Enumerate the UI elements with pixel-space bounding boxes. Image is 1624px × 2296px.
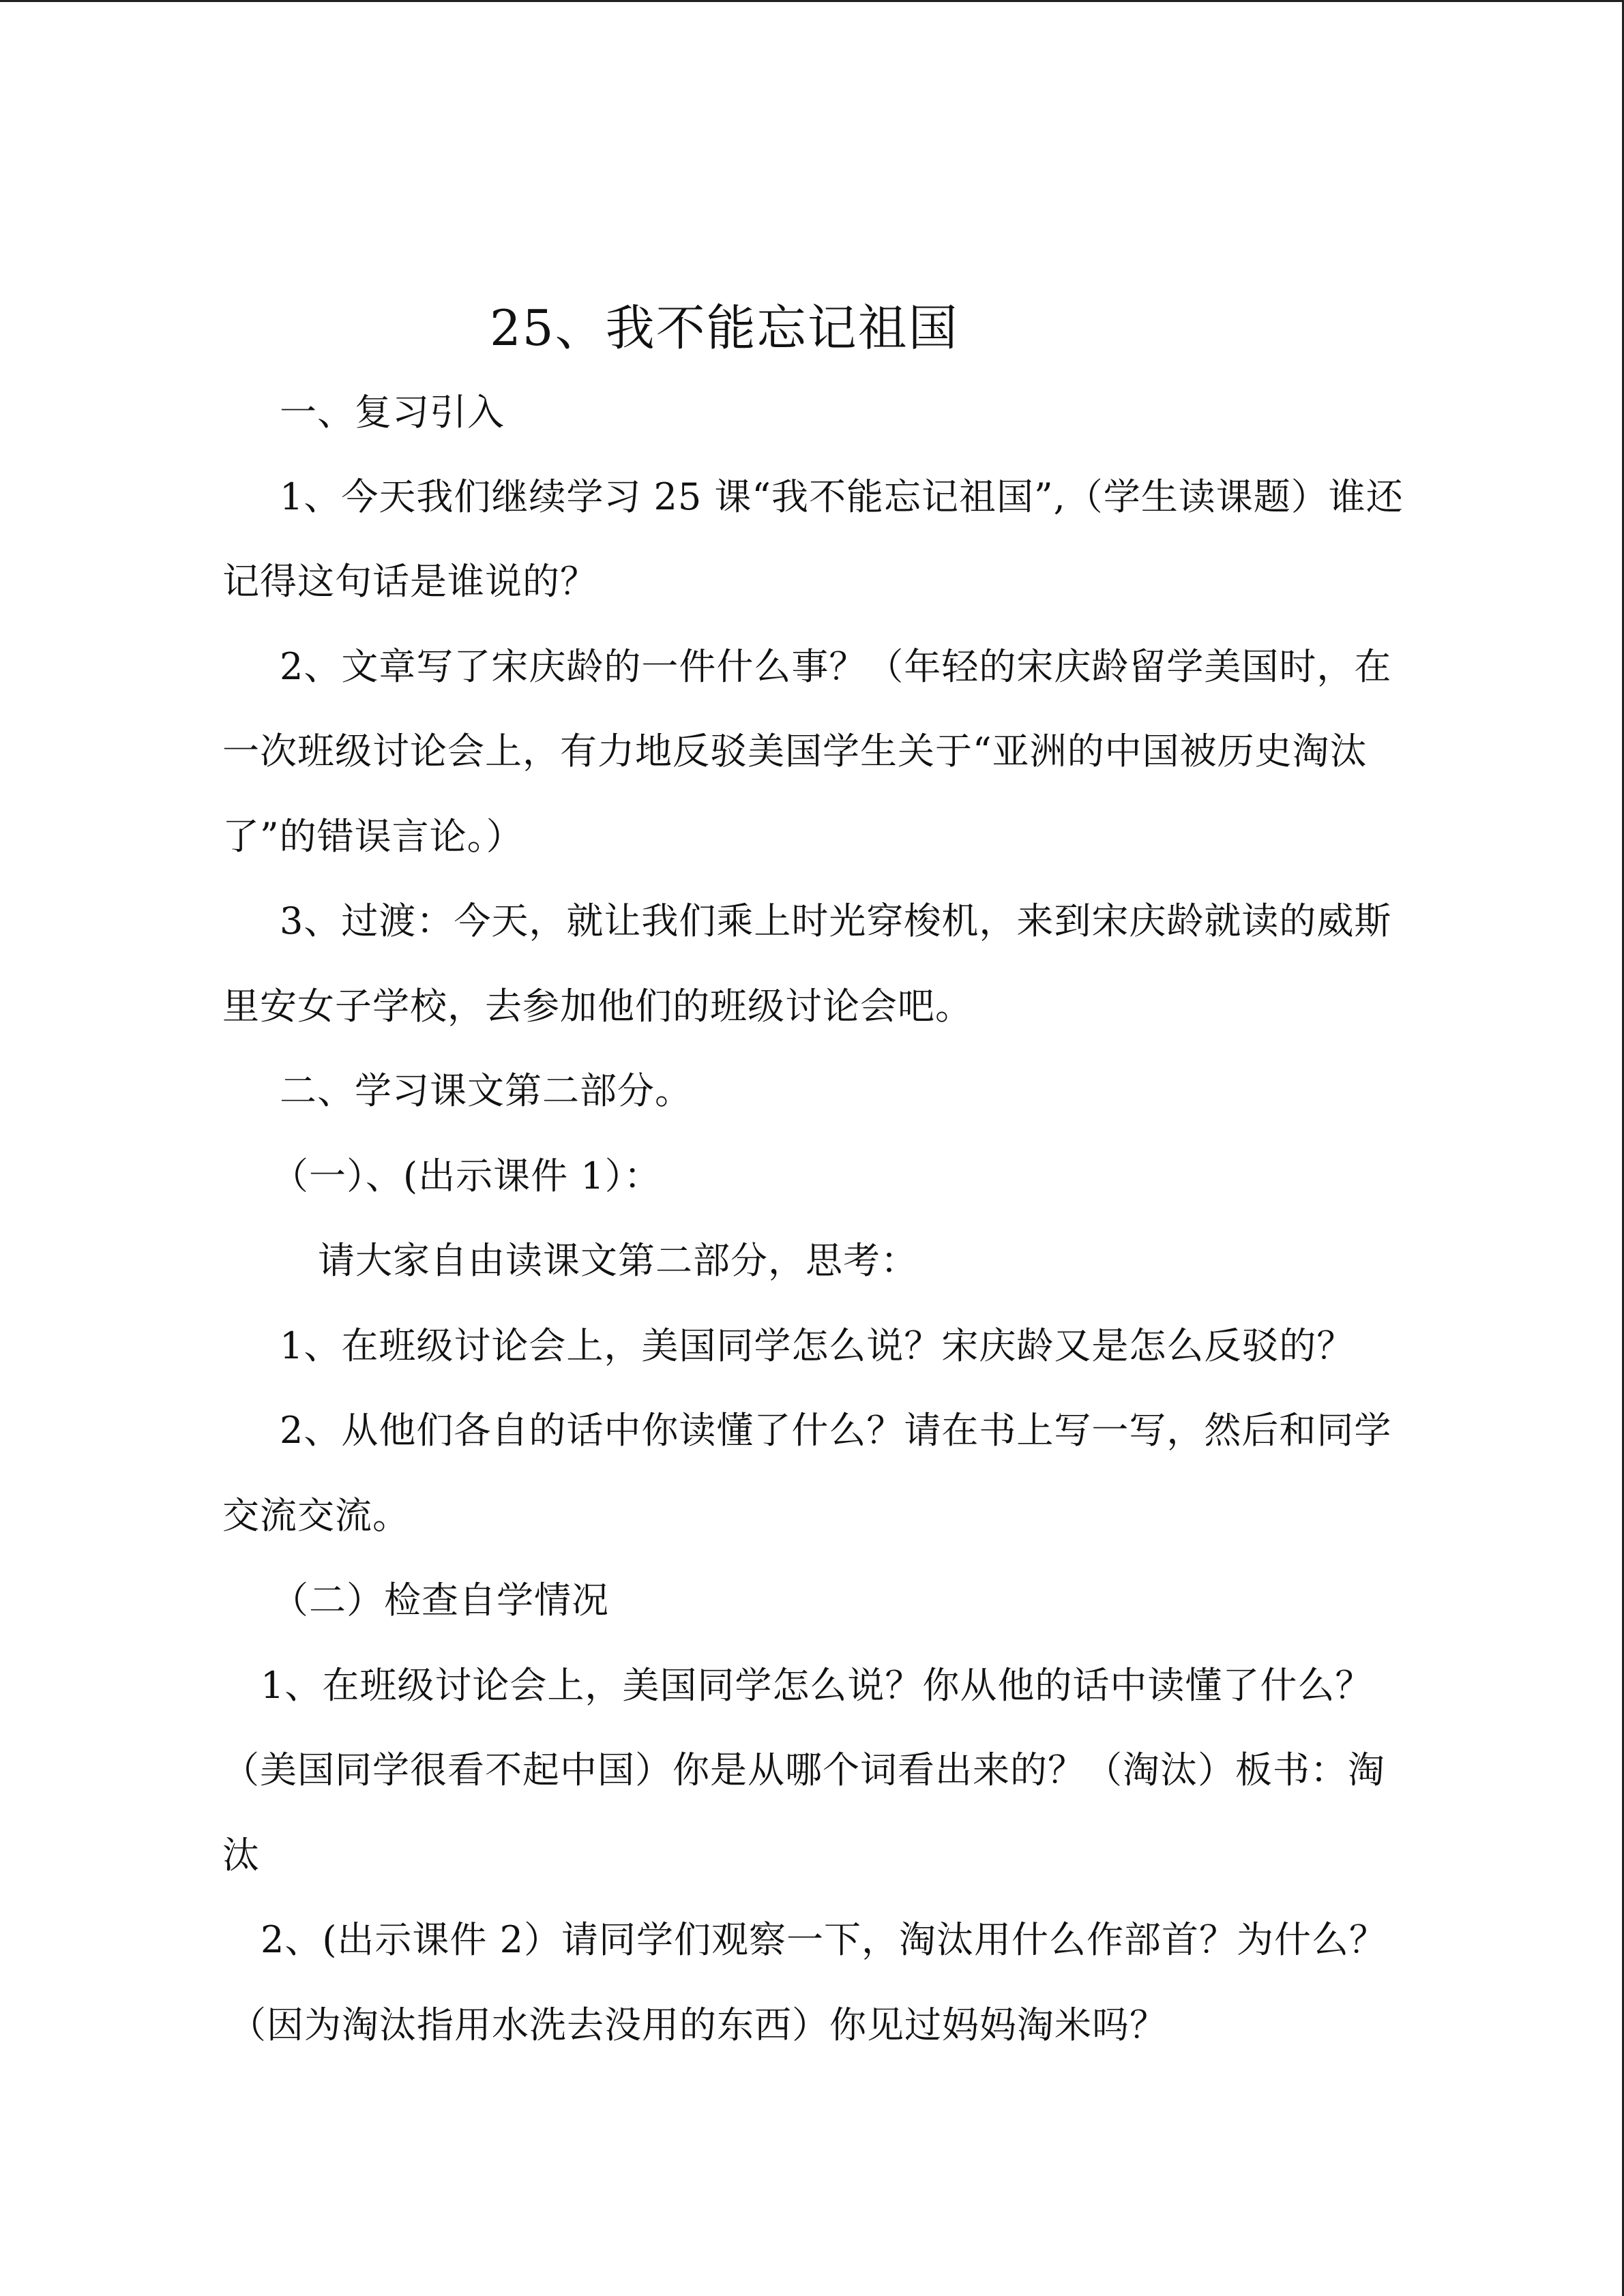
page-title: 25、我不能忘记祖国 [490, 299, 959, 357]
paragraph-line: 里安女子学校，去参加他们的班级讨论会吧。 [222, 985, 973, 1028]
subsection-heading: （二）检查自学情况 [271, 1579, 609, 1622]
paragraph-line: 2、(出示课件 2）请同学们观察一下，淘汰用什么作部首？为什么？ [261, 1918, 1387, 1961]
paragraph-line: 3、过渡：今天，就让我们乘上时光穿梭机，来到宋庆龄就读的威斯 [280, 899, 1392, 942]
section-heading-study: 二、学习课文第二部分。 [280, 1069, 692, 1112]
paragraph-line: 请大家自由读课文第二部分，思考： [318, 1239, 918, 1282]
section-heading-review: 一、复习引入 [280, 391, 505, 434]
paragraph-line: 1、在班级讨论会上，美国同学怎么说？你从他的话中读懂了什么？ [261, 1664, 1373, 1707]
subsection-heading: （一）、(出示课件 1）： [271, 1154, 662, 1197]
paragraph-line: 一次班级讨论会上，有力地反驳美国学生关于“亚洲的中国被历史淘汰 [222, 730, 1368, 773]
paragraph-line: 1、在班级讨论会上，美国同学怎么说？宋庆龄又是怎么反驳的？ [280, 1324, 1355, 1367]
paragraph-line: 1、今天我们继续学习 25 课“我不能忘记祖国”,（学生读课题）谁还 [280, 475, 1404, 518]
paragraph-line: 2、文章写了宋庆龄的一件什么事？（年轻的宋庆龄留学美国时，在 [280, 645, 1392, 688]
paragraph-line: （美国同学很看不起中国）你是从哪个词看出来的？（淘汰）板书：淘 [222, 1748, 1385, 1791]
paragraph-line: 2、从他们各自的话中你读懂了什么？请在书上写一写，然后和同学 [280, 1409, 1392, 1452]
paragraph-line: 了”的错误言论。） [222, 815, 524, 858]
paragraph-line: 记得这句话是谁说的？ [222, 560, 597, 603]
paragraph-line: （因为淘汰指用水洗去没用的东西）你见过妈妈淘米吗？ [229, 2003, 1167, 2046]
paragraph-line: 交流交流。 [222, 1494, 410, 1537]
paragraph-line: 汰 [222, 1834, 260, 1877]
